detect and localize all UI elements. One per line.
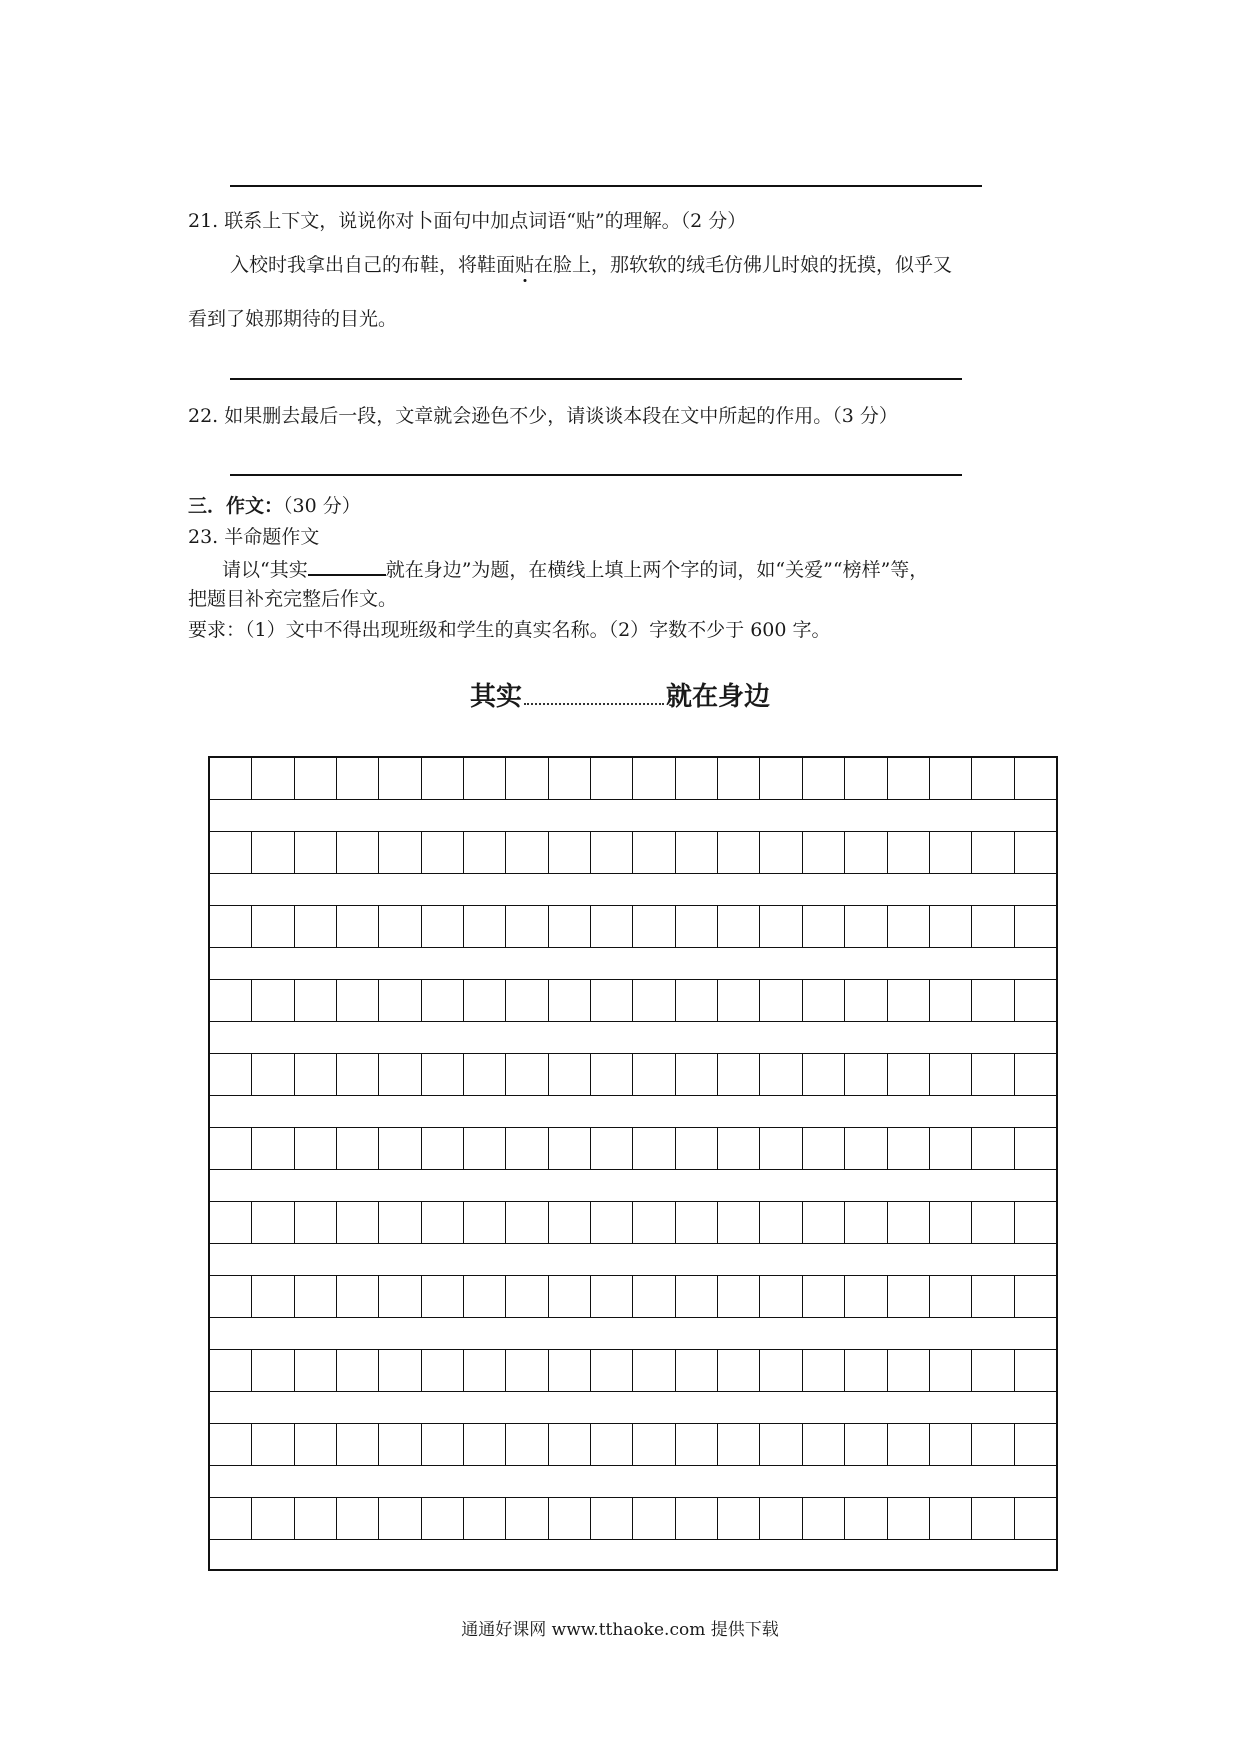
- grid-cell-row: [210, 1128, 1056, 1170]
- grid-cell[interactable]: [379, 980, 421, 1021]
- grid-cell[interactable]: [930, 758, 972, 799]
- grid-cell[interactable]: [633, 1424, 675, 1465]
- grid-cell[interactable]: [422, 1128, 464, 1169]
- grid-cell[interactable]: [845, 758, 887, 799]
- grid-cell[interactable]: [676, 1424, 718, 1465]
- grid-cell[interactable]: [295, 1202, 337, 1243]
- grid-cell[interactable]: [760, 906, 802, 947]
- instruction-text: 请以“其实: [222, 559, 308, 581]
- grid-cell[interactable]: [464, 1054, 506, 1095]
- grid-cell[interactable]: [676, 832, 718, 873]
- grid-cell[interactable]: [549, 1054, 591, 1095]
- grid-cell[interactable]: [506, 1276, 548, 1317]
- grid-cell[interactable]: [718, 1202, 760, 1243]
- grid-cell[interactable]: [1015, 758, 1056, 799]
- grid-cell[interactable]: [506, 832, 548, 873]
- grid-cell[interactable]: [930, 1054, 972, 1095]
- grid-cell[interactable]: [803, 758, 845, 799]
- grid-cell[interactable]: [379, 1424, 421, 1465]
- grid-cell[interactable]: [591, 1350, 633, 1391]
- grid-cell[interactable]: [760, 1498, 802, 1539]
- grid-cell[interactable]: [972, 1128, 1014, 1169]
- grid-cell[interactable]: [760, 1350, 802, 1391]
- grid-cell[interactable]: [676, 906, 718, 947]
- grid-cell[interactable]: [337, 1424, 379, 1465]
- grid-cell[interactable]: [676, 1054, 718, 1095]
- grid-cell[interactable]: [591, 1054, 633, 1095]
- grid-cell[interactable]: [295, 1350, 337, 1391]
- grid-cell-row: [210, 1054, 1056, 1096]
- grid-cell[interactable]: [676, 1350, 718, 1391]
- grid-cell[interactable]: [845, 1424, 887, 1465]
- grid-cell[interactable]: [210, 1202, 252, 1243]
- grid-cell[interactable]: [337, 1498, 379, 1539]
- grid-cell[interactable]: [972, 906, 1014, 947]
- grid-cell[interactable]: [803, 1202, 845, 1243]
- grid-cell[interactable]: [633, 980, 675, 1021]
- grid-cell[interactable]: [718, 1424, 760, 1465]
- grid-cell[interactable]: [337, 832, 379, 873]
- grid-cell[interactable]: [888, 1424, 930, 1465]
- grid-cell[interactable]: [803, 1276, 845, 1317]
- grid-cell[interactable]: [379, 1128, 421, 1169]
- grid-cell[interactable]: [506, 1350, 548, 1391]
- grid-spacer-row: [210, 1244, 1056, 1276]
- grid-cell[interactable]: [549, 1350, 591, 1391]
- grid-cell[interactable]: [379, 758, 421, 799]
- grid-spacer-row: [210, 874, 1056, 906]
- grid-cell[interactable]: [633, 1128, 675, 1169]
- grid-cell-row: [210, 1350, 1056, 1392]
- grid-cell[interactable]: [464, 1128, 506, 1169]
- grid-cell[interactable]: [295, 1128, 337, 1169]
- grid-cell[interactable]: [422, 1202, 464, 1243]
- grid-cell[interactable]: [252, 832, 294, 873]
- grid-cell[interactable]: [760, 980, 802, 1021]
- essay-writing-grid[interactable]: [208, 756, 1058, 1571]
- grid-cell[interactable]: [464, 832, 506, 873]
- question-22-prompt: 22. 如果删去最后一段，文章就会逊色不少，请谈谈本段在文中所起的作用。（3 分）: [188, 405, 898, 427]
- grid-cell[interactable]: [972, 1498, 1014, 1539]
- grid-cell[interactable]: [549, 758, 591, 799]
- grid-cell[interactable]: [760, 1054, 802, 1095]
- grid-cell[interactable]: [295, 980, 337, 1021]
- emphasized-word: 贴: [515, 254, 535, 276]
- grid-cell[interactable]: [633, 1276, 675, 1317]
- grid-cell[interactable]: [591, 980, 633, 1021]
- grid-cell[interactable]: [210, 1498, 252, 1539]
- grid-cell[interactable]: [760, 1202, 802, 1243]
- grid-cell[interactable]: [379, 1498, 421, 1539]
- grid-cell[interactable]: [930, 1276, 972, 1317]
- grid-cell[interactable]: [337, 1276, 379, 1317]
- grid-cell[interactable]: [845, 1128, 887, 1169]
- answer-line[interactable]: [230, 185, 982, 187]
- grid-cell[interactable]: [422, 832, 464, 873]
- grid-cell[interactable]: [252, 906, 294, 947]
- grid-cell[interactable]: [549, 832, 591, 873]
- grid-cell[interactable]: [506, 758, 548, 799]
- grid-cell[interactable]: [295, 1276, 337, 1317]
- grid-cell[interactable]: [760, 758, 802, 799]
- grid-cell[interactable]: [422, 1350, 464, 1391]
- grid-cell[interactable]: [591, 1498, 633, 1539]
- grid-cell[interactable]: [760, 1276, 802, 1317]
- grid-spacer-row: [210, 1022, 1056, 1054]
- grid-cell[interactable]: [718, 906, 760, 947]
- grid-cell[interactable]: [549, 1276, 591, 1317]
- grid-cell[interactable]: [803, 1054, 845, 1095]
- grid-cell[interactable]: [591, 1276, 633, 1317]
- grid-cell[interactable]: [633, 1202, 675, 1243]
- grid-cell[interactable]: [252, 1276, 294, 1317]
- grid-cell[interactable]: [803, 832, 845, 873]
- grid-cell[interactable]: [633, 906, 675, 947]
- grid-cell[interactable]: [379, 1054, 421, 1095]
- grid-cell[interactable]: [1015, 1424, 1056, 1465]
- grid-cell[interactable]: [1015, 980, 1056, 1021]
- grid-spacer-row: [210, 1096, 1056, 1128]
- grid-cell[interactable]: [252, 1054, 294, 1095]
- grid-cell[interactable]: [718, 1276, 760, 1317]
- grid-spacer-row: [210, 1392, 1056, 1424]
- grid-cell[interactable]: [676, 1498, 718, 1539]
- grid-cell[interactable]: [210, 1054, 252, 1095]
- grid-spacer-row: [210, 1466, 1056, 1498]
- instruction-text: 就在身边”为题，在横线上填上两个字的词，如“关爱”“榜样”等，: [385, 559, 929, 581]
- section-points: （30 分）: [283, 495, 361, 517]
- grid-cell-row: [210, 1202, 1056, 1244]
- grid-cell[interactable]: [633, 1350, 675, 1391]
- grid-cell[interactable]: [845, 1202, 887, 1243]
- grid-cell[interactable]: [464, 980, 506, 1021]
- grid-cell[interactable]: [337, 1054, 379, 1095]
- grid-cell[interactable]: [591, 832, 633, 873]
- grid-cell[interactable]: [379, 832, 421, 873]
- grid-cell[interactable]: [252, 980, 294, 1021]
- question-23-requirements: 要求：（1）文中不得出现班级和学生的真实名称。（2）字数不少于 600 字。: [188, 619, 831, 641]
- grid-cell[interactable]: [337, 906, 379, 947]
- grid-spacer-row: [210, 1170, 1056, 1202]
- grid-cell[interactable]: [295, 832, 337, 873]
- grid-cell[interactable]: [464, 906, 506, 947]
- grid-cell[interactable]: [464, 1424, 506, 1465]
- grid-cell[interactable]: [888, 1276, 930, 1317]
- grid-cell[interactable]: [464, 1276, 506, 1317]
- grid-cell[interactable]: [210, 1128, 252, 1169]
- grid-cell[interactable]: [676, 758, 718, 799]
- grid-cell[interactable]: [972, 980, 1014, 1021]
- grid-cell-row: [210, 980, 1056, 1022]
- grid-cell[interactable]: [718, 1128, 760, 1169]
- grid-cell[interactable]: [210, 1276, 252, 1317]
- grid-cell[interactable]: [718, 1350, 760, 1391]
- question-23-instructions-line2: 把题目补充完整后作文。: [188, 588, 398, 610]
- grid-cell[interactable]: [549, 1202, 591, 1243]
- grid-cell[interactable]: [718, 1498, 760, 1539]
- grid-cell[interactable]: [464, 1350, 506, 1391]
- grid-cell[interactable]: [888, 1202, 930, 1243]
- grid-cell[interactable]: [930, 980, 972, 1021]
- grid-cell[interactable]: [506, 1128, 548, 1169]
- grid-cell[interactable]: [803, 1498, 845, 1539]
- question-23-label: 23. 半命题作文: [188, 526, 320, 548]
- grid-cell[interactable]: [676, 980, 718, 1021]
- grid-cell[interactable]: [972, 1202, 1014, 1243]
- grid-cell[interactable]: [422, 906, 464, 947]
- grid-cell[interactable]: [972, 1424, 1014, 1465]
- question-21-quote-line2: 看到了娘那期待的目光。: [188, 308, 398, 330]
- grid-cell[interactable]: [549, 1498, 591, 1539]
- grid-cell[interactable]: [549, 1128, 591, 1169]
- grid-cell[interactable]: [888, 1498, 930, 1539]
- grid-cell[interactable]: [422, 1054, 464, 1095]
- grid-cell[interactable]: [506, 1424, 548, 1465]
- grid-cell-row: [210, 1276, 1056, 1318]
- grid-cell[interactable]: [1015, 1128, 1056, 1169]
- grid-cell[interactable]: [506, 1054, 548, 1095]
- grid-cell[interactable]: [760, 832, 802, 873]
- answer-line[interactable]: [230, 378, 962, 380]
- essay-title-blank[interactable]: [524, 681, 664, 705]
- grid-cell[interactable]: [295, 1424, 337, 1465]
- grid-cell[interactable]: [972, 832, 1014, 873]
- grid-spacer-row: [210, 948, 1056, 980]
- grid-cell[interactable]: [888, 1128, 930, 1169]
- grid-spacer-row: [210, 800, 1056, 832]
- question-23-instructions-line1: [222, 556, 928, 583]
- grid-cell[interactable]: [1015, 1276, 1056, 1317]
- grid-cell[interactable]: [379, 1350, 421, 1391]
- grid-cell[interactable]: [930, 1498, 972, 1539]
- section-title: 三．作文：: [188, 495, 284, 517]
- grid-cell[interactable]: [888, 980, 930, 1021]
- grid-cell[interactable]: [803, 906, 845, 947]
- grid-cell[interactable]: [633, 832, 675, 873]
- grid-cell[interactable]: [1015, 1202, 1056, 1243]
- title-blank: [308, 556, 386, 576]
- grid-cell[interactable]: [252, 758, 294, 799]
- grid-cell[interactable]: [422, 1276, 464, 1317]
- grid-cell[interactable]: [845, 1054, 887, 1095]
- grid-cell[interactable]: [591, 1424, 633, 1465]
- question-21-quote-line1: [230, 252, 952, 278]
- grid-cell[interactable]: [591, 758, 633, 799]
- grid-cell[interactable]: [718, 758, 760, 799]
- grid-cell[interactable]: [718, 980, 760, 1021]
- grid-cell[interactable]: [379, 1202, 421, 1243]
- grid-cell[interactable]: [930, 906, 972, 947]
- grid-cell-row: [210, 758, 1056, 800]
- grid-cell[interactable]: [888, 906, 930, 947]
- essay-title: [0, 676, 1240, 713]
- grid-cell[interactable]: [1015, 1498, 1056, 1539]
- grid-cell[interactable]: [972, 1054, 1014, 1095]
- grid-cell[interactable]: [1015, 1350, 1056, 1391]
- grid-cell[interactable]: [930, 1202, 972, 1243]
- grid-cell[interactable]: [337, 1202, 379, 1243]
- grid-cell[interactable]: [591, 906, 633, 947]
- footer-credit: 通通好课网 www.tthaoke.com 提供下载: [461, 1620, 779, 1640]
- answer-line[interactable]: [230, 474, 962, 476]
- grid-cell[interactable]: [633, 1498, 675, 1539]
- grid-cell[interactable]: [252, 1350, 294, 1391]
- grid-cell[interactable]: [422, 980, 464, 1021]
- grid-cell-row: [210, 1498, 1056, 1540]
- grid-cell[interactable]: [972, 758, 1014, 799]
- grid-cell[interactable]: [888, 758, 930, 799]
- grid-cell[interactable]: [295, 1054, 337, 1095]
- quote-text: 在脸上，那软软的绒毛仿佛儿时娘的抚摸，似乎又: [534, 254, 953, 276]
- grid-cell[interactable]: [506, 1498, 548, 1539]
- grid-cell[interactable]: [760, 1424, 802, 1465]
- grid-cell[interactable]: [930, 832, 972, 873]
- grid-cell-row: [210, 832, 1056, 874]
- grid-cell[interactable]: [464, 758, 506, 799]
- grid-cell[interactable]: [295, 1498, 337, 1539]
- grid-cell[interactable]: [845, 906, 887, 947]
- grid-cell[interactable]: [676, 1128, 718, 1169]
- grid-cell[interactable]: [506, 980, 548, 1021]
- section-heading: [188, 493, 361, 519]
- grid-cell[interactable]: [379, 906, 421, 947]
- grid-cell[interactable]: [845, 1498, 887, 1539]
- grid-cell[interactable]: [210, 832, 252, 873]
- grid-cell[interactable]: [210, 1350, 252, 1391]
- grid-cell[interactable]: [252, 1202, 294, 1243]
- grid-cell[interactable]: [464, 1202, 506, 1243]
- grid-cell[interactable]: [676, 1276, 718, 1317]
- essay-title-part2: 就在身边: [666, 682, 771, 712]
- grid-cell[interactable]: [379, 1276, 421, 1317]
- grid-cell[interactable]: [337, 758, 379, 799]
- quote-text: 入校时我拿出自己的布鞋，将鞋面: [230, 254, 516, 276]
- grid-cell[interactable]: [549, 1424, 591, 1465]
- grid-cell-row: [210, 906, 1056, 948]
- grid-cell[interactable]: [888, 1350, 930, 1391]
- grid-cell[interactable]: [845, 980, 887, 1021]
- grid-cell[interactable]: [930, 1424, 972, 1465]
- grid-cell[interactable]: [422, 1424, 464, 1465]
- grid-cell[interactable]: [845, 832, 887, 873]
- grid-cell[interactable]: [845, 1350, 887, 1391]
- grid-cell[interactable]: [718, 832, 760, 873]
- grid-cell[interactable]: [633, 758, 675, 799]
- grid-cell[interactable]: [888, 1054, 930, 1095]
- grid-cell[interactable]: [676, 1202, 718, 1243]
- grid-cell[interactable]: [210, 906, 252, 947]
- grid-cell[interactable]: [337, 1350, 379, 1391]
- grid-cell[interactable]: [549, 980, 591, 1021]
- grid-cell[interactable]: [845, 1276, 887, 1317]
- grid-cell[interactable]: [295, 906, 337, 947]
- essay-title-part1: 其实: [469, 682, 522, 712]
- grid-spacer-row: [210, 1540, 1056, 1572]
- grid-cell[interactable]: [803, 980, 845, 1021]
- grid-cell[interactable]: [422, 1498, 464, 1539]
- grid-cell-row: [210, 1424, 1056, 1466]
- grid-cell[interactable]: [337, 980, 379, 1021]
- grid-cell[interactable]: [888, 832, 930, 873]
- grid-cell[interactable]: [972, 1276, 1014, 1317]
- grid-cell[interactable]: [252, 1424, 294, 1465]
- grid-cell[interactable]: [718, 1054, 760, 1095]
- grid-cell[interactable]: [633, 1054, 675, 1095]
- grid-cell[interactable]: [1015, 832, 1056, 873]
- grid-cell[interactable]: [549, 906, 591, 947]
- grid-cell[interactable]: [252, 1128, 294, 1169]
- grid-cell[interactable]: [295, 758, 337, 799]
- grid-cell[interactable]: [506, 906, 548, 947]
- grid-cell[interactable]: [803, 1424, 845, 1465]
- grid-cell[interactable]: [972, 1350, 1014, 1391]
- question-21-prompt: 21. 联系上下文，说说你对卜面句中加点词语“贴”的理解。（2 分）: [188, 210, 747, 232]
- grid-cell[interactable]: [506, 1202, 548, 1243]
- grid-cell[interactable]: [803, 1128, 845, 1169]
- grid-cell[interactable]: [464, 1498, 506, 1539]
- grid-cell[interactable]: [760, 1128, 802, 1169]
- grid-cell[interactable]: [591, 1128, 633, 1169]
- grid-cell[interactable]: [210, 758, 252, 799]
- grid-cell[interactable]: [1015, 1054, 1056, 1095]
- grid-cell[interactable]: [1015, 906, 1056, 947]
- grid-cell[interactable]: [591, 1202, 633, 1243]
- grid-cell[interactable]: [422, 758, 464, 799]
- grid-cell[interactable]: [210, 980, 252, 1021]
- grid-spacer-row: [210, 1318, 1056, 1350]
- grid-cell[interactable]: [803, 1350, 845, 1391]
- grid-cell[interactable]: [930, 1350, 972, 1391]
- grid-cell[interactable]: [337, 1128, 379, 1169]
- grid-cell[interactable]: [930, 1128, 972, 1169]
- grid-cell[interactable]: [252, 1498, 294, 1539]
- grid-cell[interactable]: [210, 1424, 252, 1465]
